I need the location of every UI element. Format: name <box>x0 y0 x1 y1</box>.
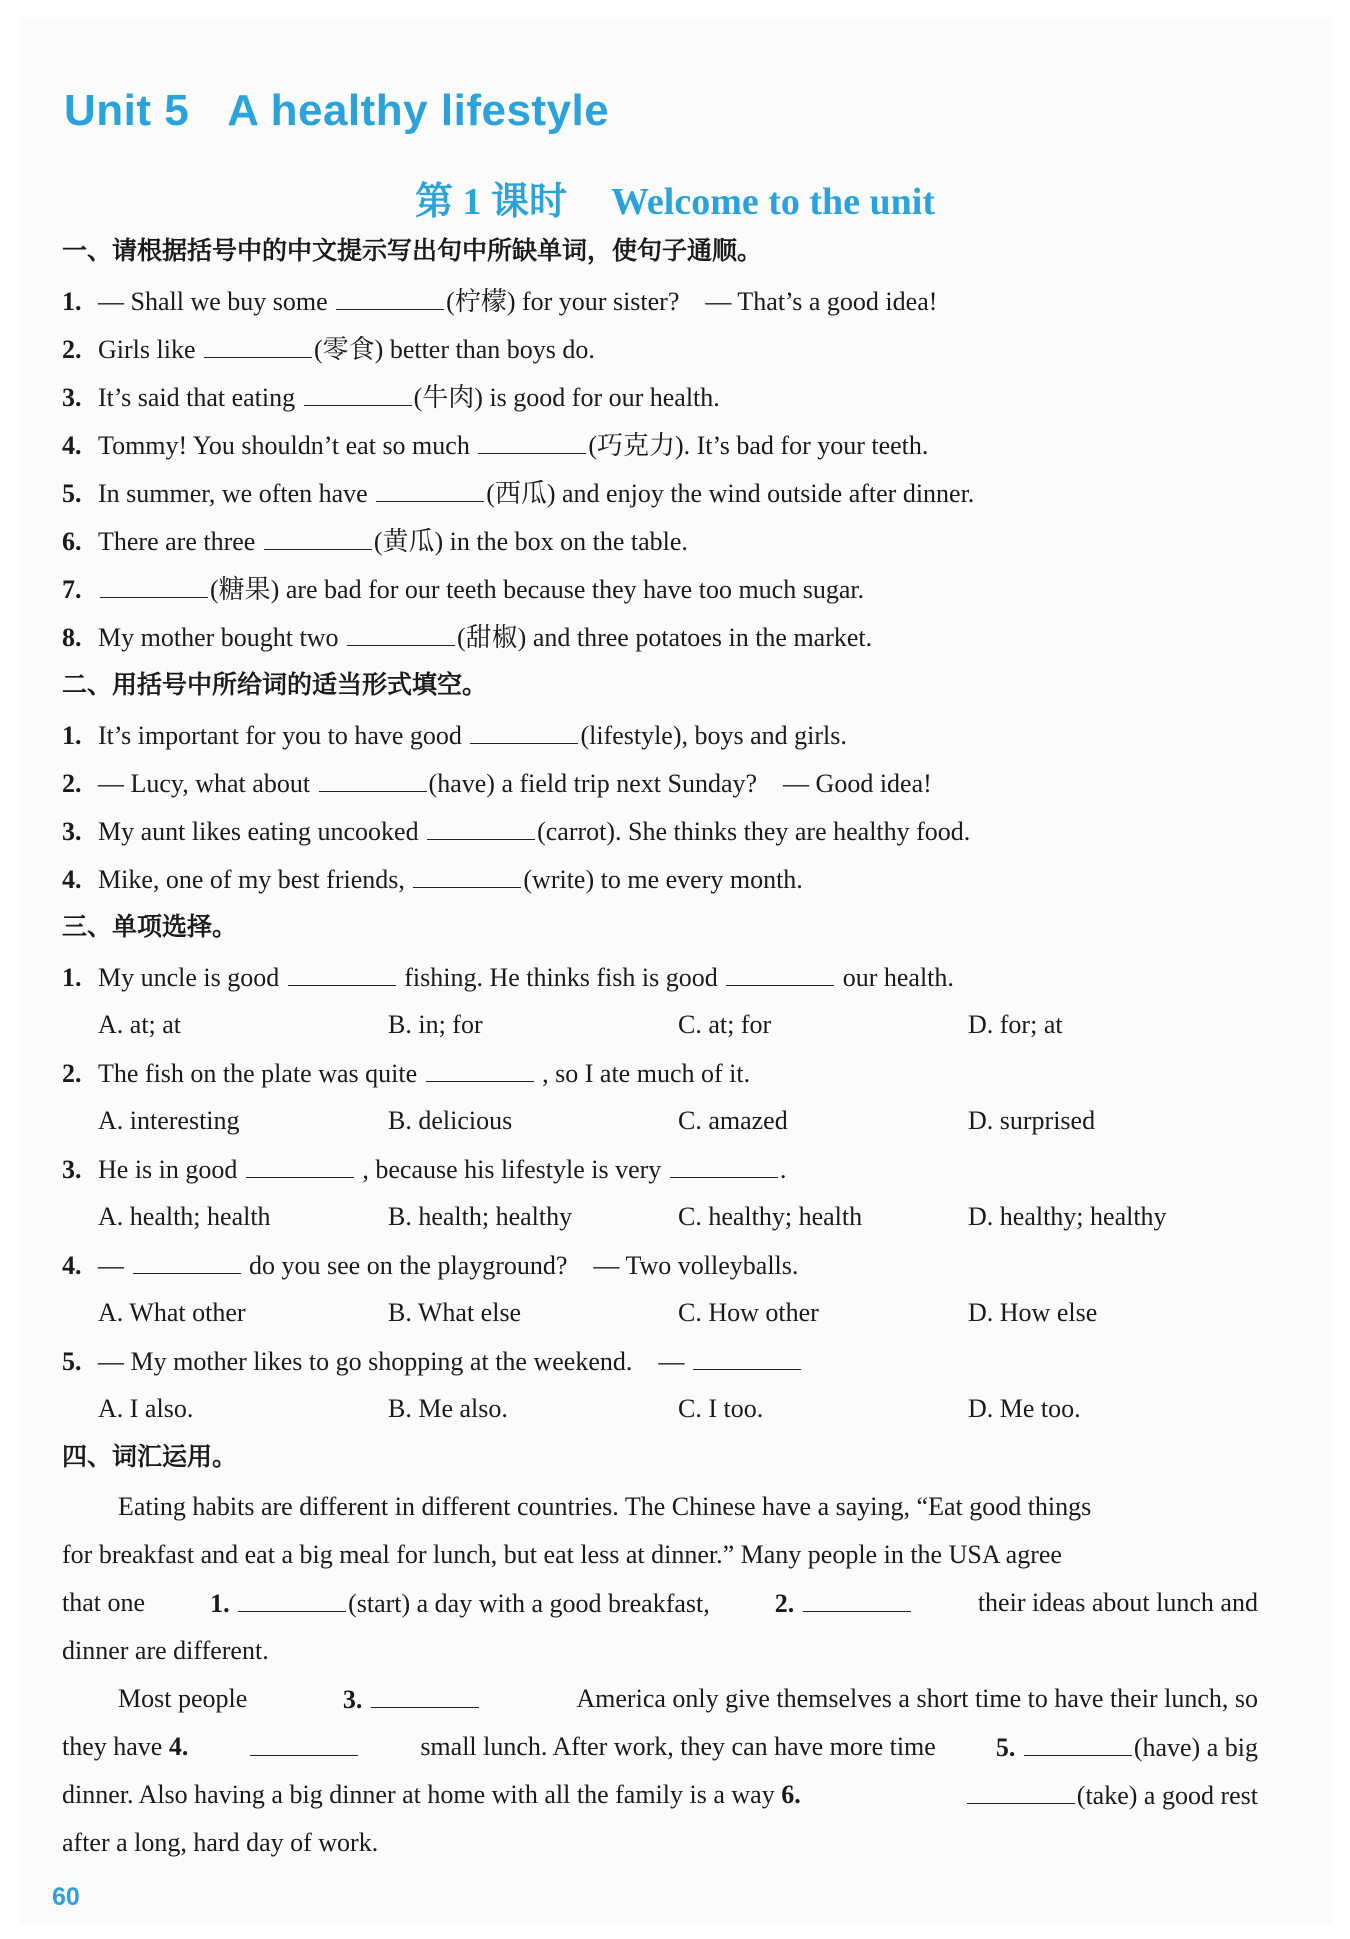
s3-q1-option-c[interactable]: C. at; for <box>678 1010 772 1039</box>
s3-q2-option-d[interactable]: D. surprised <box>968 1106 1096 1135</box>
answer-blank[interactable] <box>427 818 535 840</box>
answer-blank[interactable] <box>238 1590 346 1612</box>
s3-q4-option-c[interactable]: C. How other <box>678 1298 819 1327</box>
s2-item-3: 3. My aunt likes eating uncooked (carrot). She thinks they are healthy food. <box>62 817 971 846</box>
section4-heading: 四、词汇运用。 <box>62 1442 238 1471</box>
passage-line: dinner are different. <box>62 1636 269 1665</box>
passage-line: Most people 3. America only give themselves a short time to have their lunch, so <box>118 1684 1258 1714</box>
answer-blank[interactable] <box>376 480 484 502</box>
answer-blank[interactable] <box>319 770 427 792</box>
passage-line: for breakfast and eat a big meal for lunch, but eat less at dinner.” Many people in the USA agree <box>62 1540 1062 1569</box>
answer-blank[interactable] <box>133 1252 241 1274</box>
answer-blank[interactable] <box>304 384 412 406</box>
answer-blank[interactable] <box>803 1590 911 1612</box>
answer-blank[interactable] <box>336 288 444 310</box>
s3-q2-option-a[interactable]: A. interesting <box>98 1106 240 1135</box>
s3-q5-option-a[interactable]: A. I also. <box>98 1394 194 1423</box>
s3-question-2: 2. The fish on the plate was quite , so I ate much of it. <box>62 1059 751 1088</box>
s3-q3-option-d[interactable]: D. healthy; healthy <box>968 1202 1167 1231</box>
s3-q4-option-d[interactable]: D. How else <box>968 1298 1098 1327</box>
unit-title <box>64 86 609 136</box>
s2-item-2: 2. — Lucy, what about (have) a field trip next Sunday? — Good idea! <box>62 769 932 798</box>
answer-blank[interactable] <box>726 964 834 986</box>
lesson-topic: Welcome to the unit <box>611 181 936 223</box>
passage-line: after a long, hard day of work. <box>62 1828 379 1857</box>
answer-blank[interactable] <box>371 1686 479 1708</box>
s3-q1-option-d[interactable]: D. for; at <box>968 1010 1063 1039</box>
s3-q3-option-c[interactable]: C. healthy; health <box>678 1202 863 1231</box>
answer-blank[interactable] <box>470 722 578 744</box>
s2-item-1: 1. It’s important for you to have good (lifestyle), boys and girls. <box>62 721 847 750</box>
section1-heading: 一、请根据括号中的中文提示写出句中所缺单词，使句子通顺。 <box>62 236 763 265</box>
s3-q4-option-a[interactable]: A. What other <box>98 1298 246 1327</box>
s3-question-1: 1. My uncle is good fishing. He thinks fish is good our health. <box>62 963 954 992</box>
passage-line: Eating habits are different in different countries. The Chinese have a saying, “Eat good things <box>118 1492 1092 1521</box>
answer-blank[interactable] <box>288 964 396 986</box>
s1-item-2: 2. Girls like (零食) better than boys do. <box>62 335 595 364</box>
s3-q3-option-b[interactable]: B. health; healthy <box>388 1202 573 1231</box>
s1-item-4: 4. Tommy! You shouldn’t eat so much (巧克力). It’s bad for your teeth. <box>62 431 929 460</box>
s3-q3-option-a[interactable]: A. health; health <box>98 1202 271 1231</box>
s1-item-3: 3. It’s said that eating (牛肉) is good for our health. <box>62 383 720 412</box>
answer-blank[interactable] <box>670 1156 778 1178</box>
unit-label: Unit 5 <box>64 86 190 135</box>
answer-blank[interactable] <box>478 432 586 454</box>
answer-blank[interactable] <box>250 1734 358 1756</box>
s3-q2-option-b[interactable]: B. delicious <box>388 1106 513 1135</box>
s3-q5-option-d[interactable]: D. Me too. <box>968 1394 1081 1423</box>
section3-heading: 三、单项选择。 <box>62 912 238 941</box>
answer-blank[interactable] <box>246 1156 354 1178</box>
s2-item-4: 4. Mike, one of my best friends, (write) to me every month. <box>62 865 803 894</box>
answer-blank[interactable] <box>264 528 372 550</box>
s3-q2-option-c[interactable]: C. amazed <box>678 1106 788 1135</box>
s3-question-3: 3. He is in good , because his lifestyle is very . <box>62 1155 787 1184</box>
passage-line: that one 1. (start) a day with a good breakfast, 2. their ideas about lunch and <box>62 1588 1258 1618</box>
s1-item-8: 8. My mother bought two (甜椒) and three potatoes in the market. <box>62 623 873 652</box>
unit-topic: A healthy lifestyle <box>227 86 610 135</box>
answer-blank[interactable] <box>413 866 521 888</box>
s3-question-4: 4. — do you see on the playground? — Two volleyballs. <box>62 1251 799 1280</box>
s3-question-5: 5. — My mother likes to go shopping at the weekend. — <box>62 1348 803 1375</box>
lesson-label: 第 1 课时 <box>414 181 567 223</box>
page-number: 60 <box>52 1883 80 1911</box>
answer-blank[interactable] <box>1024 1734 1132 1756</box>
answer-blank[interactable] <box>347 624 455 646</box>
s1-item-7: 7. (糖果) are bad for our teeth because they have too much sugar. <box>62 575 865 604</box>
s3-q1-option-b[interactable]: B. in; for <box>388 1010 483 1039</box>
s3-q4-option-b[interactable]: B. What else <box>388 1298 522 1327</box>
section2-heading: 二、用括号中所给词的适当形式填空。 <box>62 670 488 699</box>
answer-blank[interactable] <box>693 1348 801 1370</box>
s1-item-1: 1. — Shall we buy some (柠檬) for your sister? — That’s a good idea! <box>62 287 938 316</box>
s1-item-6: 6. There are three (黄瓜) in the box on the table. <box>62 527 688 556</box>
answer-blank[interactable] <box>426 1060 534 1082</box>
passage-line: dinner. Also having a big dinner at home with all the family is a way 6. (take) a good rest <box>62 1780 1258 1810</box>
answer-blank[interactable] <box>967 1782 1075 1804</box>
lesson-title <box>0 170 1350 225</box>
s3-q5-option-c[interactable]: C. I too. <box>678 1394 764 1423</box>
s3-q1-option-a[interactable]: A. at; at <box>98 1010 182 1039</box>
answer-blank[interactable] <box>100 576 208 598</box>
answer-blank[interactable] <box>204 336 312 358</box>
s1-item-5: 5. In summer, we often have (西瓜) and enjoy the wind outside after dinner. <box>62 479 975 508</box>
passage-line: they have 4. small lunch. After work, they can have more time 5. (have) a big <box>62 1732 1258 1762</box>
s3-q5-option-b[interactable]: B. Me also. <box>388 1394 508 1423</box>
